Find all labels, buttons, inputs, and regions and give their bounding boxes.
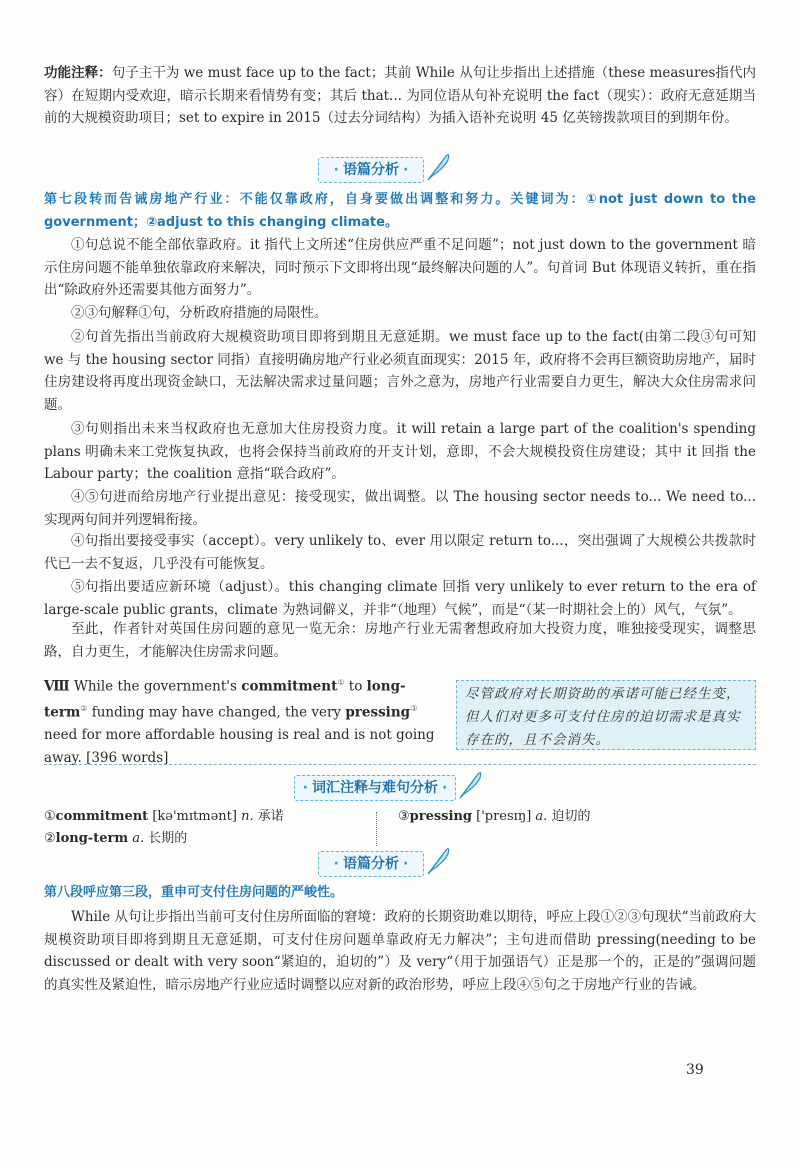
vocab-word: long-term xyxy=(55,831,129,846)
divider xyxy=(44,764,756,765)
vocab-item-2 xyxy=(44,828,187,850)
vocab-ipa: [kə'mɪtmənt] xyxy=(152,809,237,824)
para7-text-7: ⑤句指出要适应新环境（adjust）。this changing climate 回指 very unlikely to ever return to the era of large-scale public grants，climate 为熟词僻义，并非“（地理）气候”，而是“（某一时期社会上的）风气，气氛”。 xyxy=(44,579,756,618)
passage-text: need for more affordable housing is real and is not going away. xyxy=(44,727,435,766)
section-tag-label: 语篇分析 xyxy=(343,162,399,178)
vocab-word: pressing xyxy=(409,809,472,824)
feather-pen-icon xyxy=(424,844,452,876)
vocab-number: ② xyxy=(44,831,56,846)
function-note-text: 句子主干为 we must face up to the fact；其前 While 从句让步指出上述措施（these measures指代内容）在短期内受欢迎，暗示长期来看情势有变；其后 that... 为同位语从句补充说明 the fact（现实）：政府无意延期当前的大规模资助项目；set to expire in 2015（过去分词结构）为插入语补充说明 45 亿英镑拨款项目的到期年份。 xyxy=(44,65,757,126)
vocab-ipa: ['presɪŋ] xyxy=(476,809,532,824)
para7-text-6: ④句指出要接受事实（accept）。very unlikely to、ever 用以限定 return to...，突出强调了大规模公共拨款时代已一去不复返，几乎没有可能恢复。 xyxy=(44,533,756,572)
vocab-pos: n. xyxy=(241,809,254,824)
footnote-marker: ① xyxy=(337,678,345,687)
vocab-word: long-term xyxy=(44,678,406,721)
section-tag-discourse-analysis: · 语篇分析 · xyxy=(318,157,424,183)
feather-pen-icon xyxy=(456,768,484,800)
footnote-marker: ② xyxy=(80,704,88,713)
page-number: 39 xyxy=(686,1062,704,1078)
section-tag-label: 语篇分析 xyxy=(343,856,399,872)
footnote-marker: ③ xyxy=(410,704,418,713)
para7-text-5: ④⑤句进而给房地产行业提出意见：接受现实，做出调整。以 The housing sector needs to... We need to... 实现两句间并列逻辑衔接。 xyxy=(44,489,756,528)
column-divider xyxy=(376,812,378,846)
para7-intro: 第七段转而告诫房地产行业：不能仅靠政府，自身要做出调整和努力。关键词为：①not just down to the government；②adjust to this changing climate。 xyxy=(44,192,756,230)
passage-text: While the government's xyxy=(73,678,237,695)
vocab-word: commitment xyxy=(241,678,338,695)
vocab-word: pressing xyxy=(345,704,411,721)
para7-text-2: ②③句解释①句，分析政府措施的局限性。 xyxy=(71,305,328,321)
vocab-item-3 xyxy=(398,806,590,828)
section-tag-discourse-analysis-2: · 语篇分析 · xyxy=(318,851,424,877)
function-note-label: 功能注释： xyxy=(44,65,112,81)
vocab-pos: a. xyxy=(132,831,145,846)
para7-text-1: ①句总说不能全部依靠政府。it 指代上文所述“住房供应严重不足问题”；not just down to the government 暗示住房问题不能单独依靠政府来解决，同时预示下文即将出现“最终解决问题的人”。句首词 But 体现语义转折，重在指出“除政府外还需要其他方面努力”。 xyxy=(44,237,756,298)
vocab-pos: a. xyxy=(535,809,548,824)
function-note xyxy=(44,62,756,130)
vocab-word: commitment xyxy=(55,809,149,824)
para7-text-4: ③句则指出未来当权政府也无意加大住房投资力度。it will retain a large part of the coalition's spending plans 明确未来工党恢复执政，也将会保持当前政府的开支计划，意即，不会大规模投资住房建设；其中 it 回指 the Labour party；the coalition 意指“联合政府”。 xyxy=(44,421,756,482)
passage-text: funding may have changed, the very xyxy=(91,704,342,721)
vocab-item-1 xyxy=(44,806,284,828)
passage-text: to xyxy=(348,678,363,695)
vocab-number: ① xyxy=(44,809,56,824)
section-tag-vocab-notes: · 词汇注释与难句分析 · xyxy=(294,775,456,801)
word-count: [396 words] xyxy=(86,749,169,766)
feather-pen-icon xyxy=(424,150,452,182)
translation-box: 尽管政府对长期资助的承诺可能已经生变，但人们对更多可支付住房的迫切需求是真实存在的，且不会消失。 xyxy=(456,680,756,750)
para7-text-3: ②句首先指出当前政府大规模资助项目即将到期且无意延期。we must face up to the fact(由第二段③句可知 we 与 the housing sector 同指）直接明确房地产行业必须直面现实：2015 年，政府将不会再巨额资助房地产，届时住房建设将再度出现资金缺口，无法解决需求过量问题；言外之意为，房地产行业需要自力更生，解决大众住房需求问题。 xyxy=(44,329,756,413)
paragraph-numeral: Ⅷ xyxy=(44,678,70,695)
para7-text-8: 至此，作者针对英国住房问题的意见一览无余：房地产行业无需奢想政府加大投资力度，唯独接受现实，调整思路，自力更生，才能解决住房需求问题。 xyxy=(44,621,756,660)
para8-intro: 第八段呼应第三段，重申可支付住房问题的严峻性。 xyxy=(44,885,344,900)
vocab-meaning: 迫切的 xyxy=(551,809,591,824)
section-tag-label: 词汇注释与难句分析 xyxy=(312,780,438,796)
para8-text-1: While 从句让步指出当前可支付住房所面临的窘境：政府的长期资助难以期待，呼应上段①②③句现状“当前政府大规模资助项目即将到期且无意延期，可支付住房问题单靠政府无力解决”；主句进而借助 pressing(needing to be discussed or dealt with very soon“紧迫的，迫切的”）及 very“（用于加强语气）正是那一个的，正是的”强调问题的真实性及紧迫性，暗示房地产行业应适时调整以应对新的政治形势，呼应上段④⑤句之于房地产行业的告诫。 xyxy=(44,909,756,993)
vocab-meaning: 长期的 xyxy=(148,831,188,846)
passage-paragraph-8 xyxy=(44,672,440,769)
vocab-meaning: 承诺 xyxy=(257,809,284,824)
vocab-number: ③ xyxy=(398,809,410,824)
